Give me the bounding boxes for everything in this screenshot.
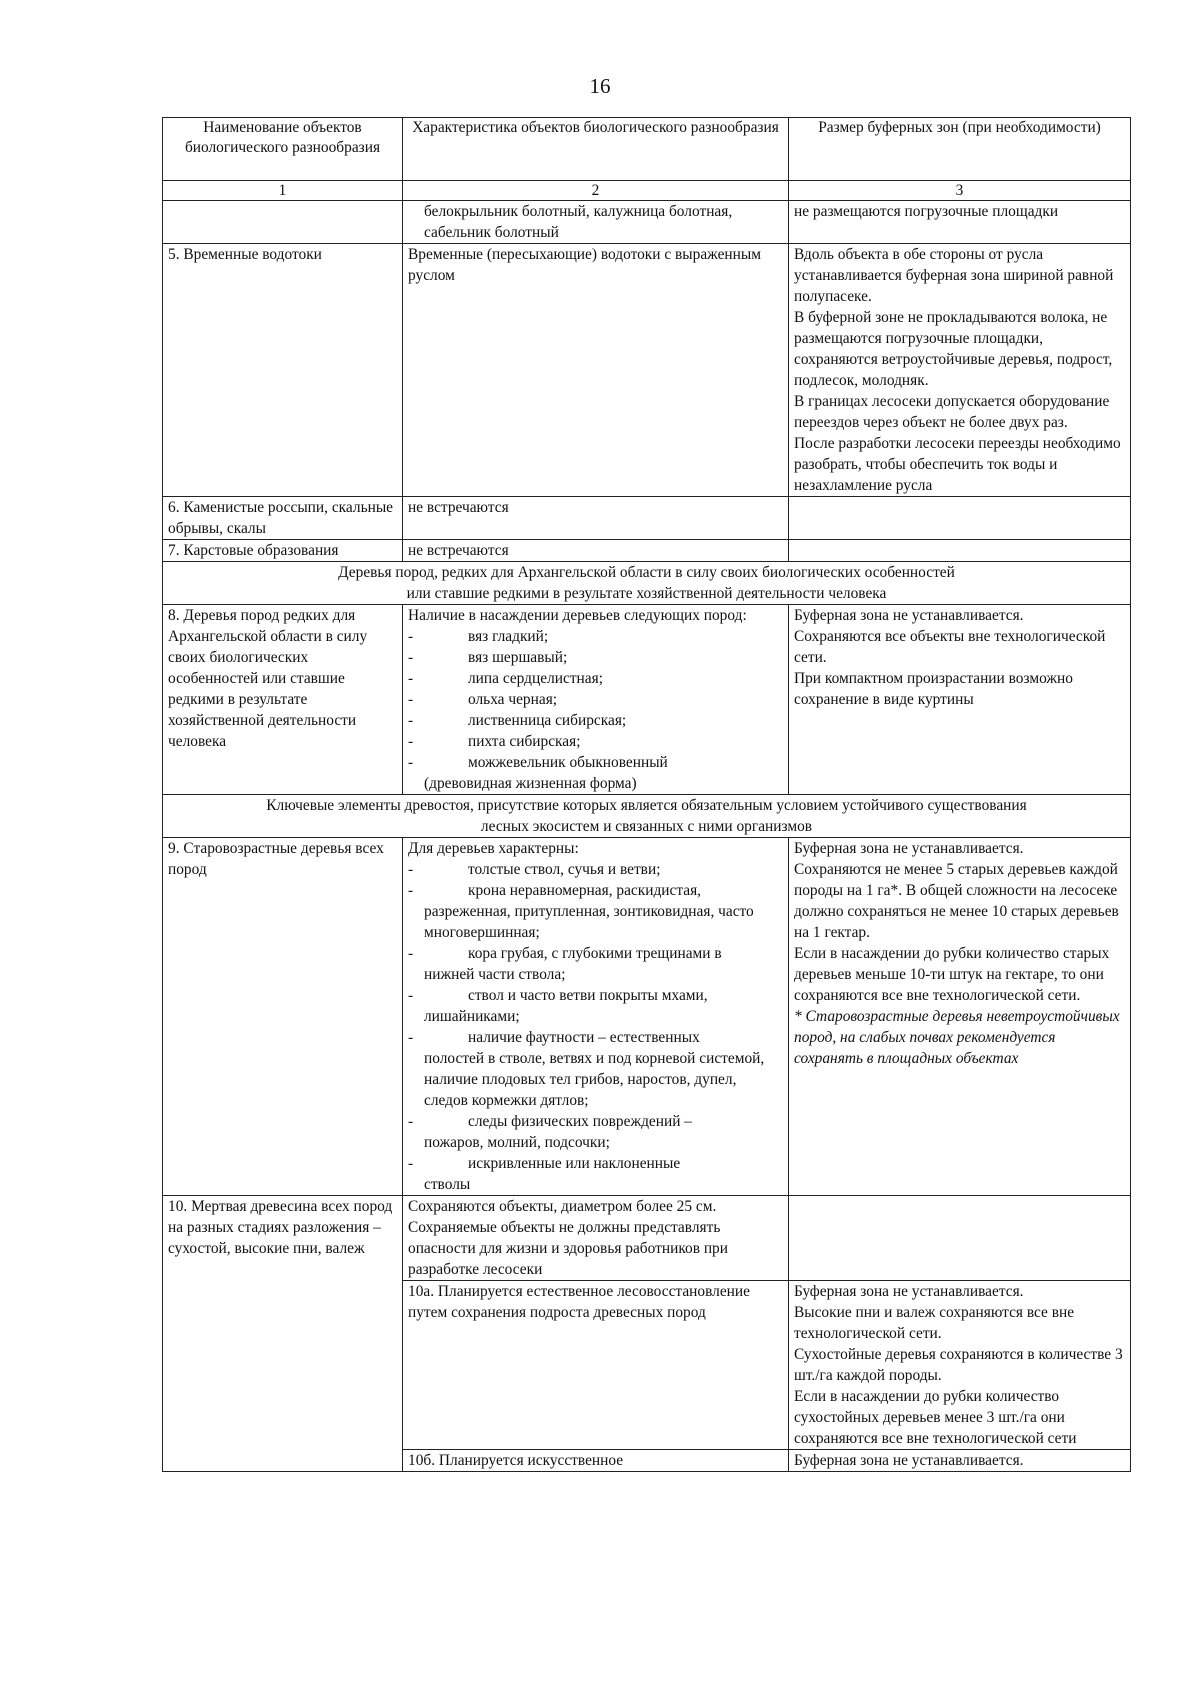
feature-item: - толстые ствол, сучья и ветви;	[408, 861, 661, 878]
feature-item: - крона неравномерная, раскидистая,	[408, 882, 702, 899]
row10a-col3-p4: Если в насаждении до рубки количество сухостойных деревьев менее 3 шт./га они сохраняются все вне технологической сети	[794, 1388, 1077, 1447]
row5-col1: 5. Временные водотоки	[163, 244, 403, 497]
feature-item-cont: пожаров, молний, подсочки;	[424, 1134, 610, 1151]
row9-col3-p3: Если в насаждении до рубки количество старых деревьев меньше 10-ти штук на гектаре, то они сохраняются все вне технологической сети.	[794, 945, 1110, 1004]
species-item: - вяз гладкий;	[408, 628, 549, 645]
column-number-row	[163, 181, 1131, 201]
row10a-col3-p3: Сухостойные деревья сохраняются в количестве 3 шт./га каждой породы.	[794, 1346, 1123, 1384]
header-col3: Размер буферных зон (при необходимости)	[789, 118, 1131, 181]
page-number: 16	[589, 74, 611, 98]
row9-intro: Для деревьев характерны:	[408, 840, 579, 857]
column-number-3: 3	[789, 181, 1131, 201]
row6-col3	[789, 497, 1131, 540]
cont-col3: не размещаются погрузочные площадки	[789, 201, 1131, 244]
cont-col2-text: белокрыльник болотный, калужница болотная, сабельник болотный	[424, 203, 733, 241]
species-item: - ольха черная;	[408, 691, 558, 708]
table-row-9	[163, 838, 1131, 1196]
row5-col3-p3: В границах лесосеки допускается оборудование переездов через объект не более двух раз.	[794, 393, 1110, 431]
table-row-5	[163, 244, 1131, 497]
row10-col3	[789, 1196, 1131, 1281]
table-row-7	[163, 540, 1131, 562]
row7-col2: не встречаются	[403, 540, 789, 562]
row5-col3-p4: После разработки лесосеки переезды необходимо разобрать, чтобы обеспечить ток воды и незахламление русла	[794, 435, 1121, 494]
cont-col1	[163, 201, 403, 244]
row10b-col2: 10б. Планируется искусственное	[403, 1450, 789, 1472]
table-row-6	[163, 497, 1131, 540]
row8-intro: Наличие в насаждении деревьев следующих пород:	[408, 607, 747, 624]
row10-col2: Сохраняются объекты, диаметром более 25 см. Сохраняемые объекты не должны представлять опасности для жизни и здоровья работников при разработке лесосеки	[403, 1196, 789, 1281]
row6-col1: 6. Каменистые россыпи, скальные обрывы, скалы	[163, 497, 403, 540]
section1-cell	[163, 562, 1131, 605]
row5-col2: Временные (пересыхающие) водотоки с выраженным руслом	[403, 244, 789, 497]
row10a-col3-p1: Буферная зона не устанавливается.	[794, 1283, 1024, 1300]
row7-col3	[789, 540, 1131, 562]
section-heading-rare-species	[163, 562, 1131, 605]
feature-item-cont: стволы	[424, 1176, 471, 1193]
section1-line2: или ставшие редкими в результате хозяйственной деятельности человека	[406, 585, 887, 602]
row7-col1: 7. Карстовые образования	[163, 540, 403, 562]
row5-col3-p2: В буферной зоне не прокладываются волока, не размещаются погрузочные площадки, сохраняются ветроустойчивые деревья, подрост, подлесок, молодняк.	[794, 309, 1113, 389]
species-item: - липа сердцелистная;	[408, 670, 603, 687]
row6-col2: не встречаются	[403, 497, 789, 540]
species-item: - вяз шершавый;	[408, 649, 568, 666]
species-item: - пихта сибирская;	[408, 733, 581, 750]
row9-col1: 9. Старовозрастные деревья всех пород	[163, 838, 403, 1196]
feature-item-cont: лишайниками;	[424, 1008, 520, 1025]
feature-item-cont: разреженная, притупленная, зонтиковидная, часто многовершинная;	[424, 903, 754, 941]
feature-item: - искривленные или наклоненные	[408, 1155, 681, 1172]
header-col2: Характеристика объектов биологического разнообразия	[403, 118, 789, 181]
row10a-col3-p2: Высокие пни и валеж сохраняются все вне технологической сети.	[794, 1304, 1075, 1342]
cont-col2	[403, 201, 789, 244]
row10b-col3: Буферная зона не устанавливается.	[789, 1450, 1131, 1472]
row9-col3-p2: Сохраняются не менее 5 старых деревьев каждой породы на 1 га*. В общей сложности на лесосеке должно сохраняться не менее 10 старых деревьев на 1 гектар.	[794, 861, 1119, 941]
feature-item: - кора грубая, с глубокими трещинами в	[408, 945, 722, 962]
row9-col3-p1: Буферная зона не устанавливается.	[794, 840, 1024, 857]
row10-col1: 10. Мертвая древесина всех пород на разных стадиях разложения – сухостой, высокие пни, валеж	[163, 1196, 403, 1472]
section1-line1: Деревья пород, редких для Архангельской области в силу своих биологических особенностей	[338, 564, 955, 581]
feature-item: - следы физических повреждений –	[408, 1113, 692, 1130]
row8-col3	[789, 605, 1131, 795]
table-header-row	[163, 118, 1131, 181]
table-row-8	[163, 605, 1131, 795]
column-number-1: 1	[163, 181, 403, 201]
row9-col3-footnote: * Старовозрастные деревья неветроустойчивых пород, на слабых почвах рекомендуется сохранять в площадных объектах	[794, 1008, 1120, 1067]
feature-item-cont: нижней части ствола;	[424, 966, 566, 983]
row8-col3-p1: Буферная зона не устанавливается.	[794, 607, 1024, 624]
row10a-col2: 10а. Планируется естественное лесовосстановление путем сохранения подроста древесных пород	[403, 1281, 789, 1450]
row9-col2	[403, 838, 789, 1196]
row10a-col3	[789, 1281, 1131, 1450]
row8-col2	[403, 605, 789, 795]
row9-col3	[789, 838, 1131, 1196]
section-heading-key-elements	[163, 795, 1131, 838]
row8-col3-p2: Сохраняются все объекты вне технологической сети.	[794, 628, 1106, 666]
row5-col3-p1: Вдоль объекта в обе стороны от русла устанавливается буферная зона шириной равной полупасеке.	[794, 246, 1114, 305]
section2-line2: лесных экосистем и связанных с ними организмов	[480, 818, 813, 835]
species-item: - лиственница сибирская;	[408, 712, 627, 729]
section2-line1: Ключевые элементы древостоя, присутствие которых является обязательным условием устойчивого существования	[266, 797, 1027, 814]
header-col1: Наименование объектов биологического разнообразия	[163, 118, 403, 181]
table-row-10	[163, 1196, 1131, 1281]
species-note: (древовидная жизненная форма)	[424, 775, 637, 792]
row5-col3	[789, 244, 1131, 497]
species-item: - можжевельник обыкновенный	[408, 754, 668, 771]
column-number-2: 2	[403, 181, 789, 201]
section2-cell	[163, 795, 1131, 838]
row8-col3-p3: При компактном произрастании возможно сохранение в виде куртины	[794, 670, 1073, 708]
row8-col1: 8. Деревья пород редких для Архангельской области в силу своих биологических особенностей или ставшие редкими в результате хозяйственной деятельности человека	[163, 605, 403, 795]
feature-item: - ствол и часто ветви покрыты мхами,	[408, 987, 708, 1004]
biodiversity-table	[162, 117, 1131, 1472]
table-row-continuation	[163, 201, 1131, 244]
feature-item-cont: полостей в стволе, ветвях и под корневой системой, наличие плодовых тел грибов, наростов, дупел, следов кормежки дятлов;	[424, 1050, 765, 1109]
feature-item: - наличие фаутности – естественных	[408, 1029, 700, 1046]
